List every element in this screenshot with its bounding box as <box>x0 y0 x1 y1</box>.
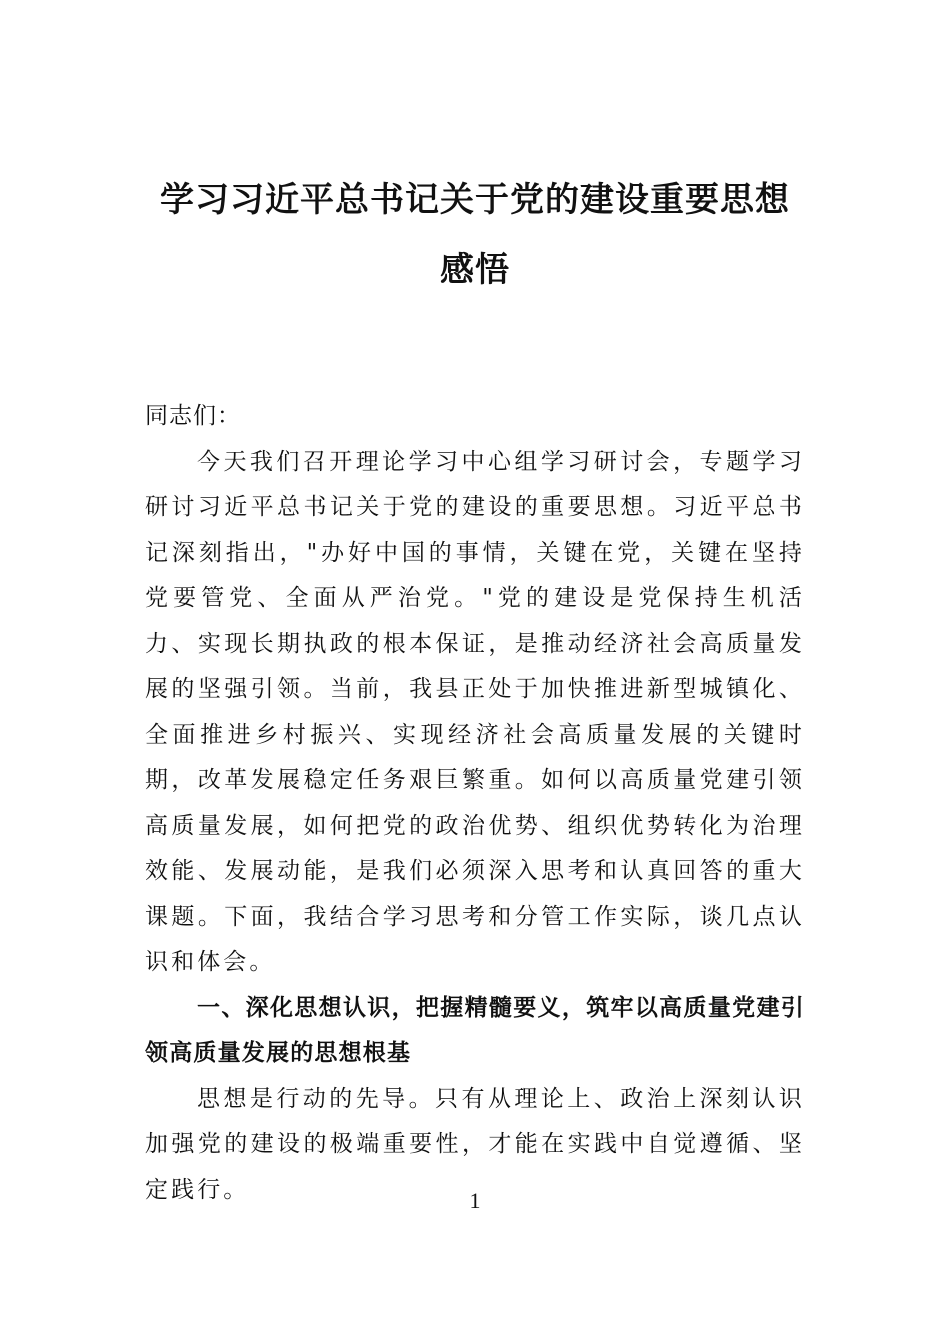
section-heading: 一、深化思想认识，把握精髓要义，筑牢以高质量党建引领高质量发展的思想根基 <box>145 994 805 1066</box>
section-paragraph: 思想是行动的先导。只有从理论上、政治上深刻认识加强党的建设的极端重要性，才能在实践中自觉遵循、坚定践行。 <box>145 1085 805 1203</box>
intro-paragraph: 今天我们召开理论学习中心组学习研讨会，专题学习研讨习近平总书记关于党的建设的重要思想。习近平总书记深刻指出，"办好中国的事情，关键在党，关键在坚持党要管党、全面从严治党。"党的建设是党保持生机活力、实现长期执政的根本保证，是推动经济社会高质量发展的坚强引领。当前，我县正处于加快推进新型城镇化、全面推进乡村振兴、实现经济社会高质量发展的关键时期，改革发展稳定任务艰巨繁重。如何以高质量党建引领高质量发展，如何把党的政治优势、组织优势转化为治理效能、发展动能，是我们必须深入思考和认真回答的重大课题。下面，我结合学习思考和分管工作实际，谈几点认识和体会。 <box>145 448 805 975</box>
document-title: 学习习近平总书记关于党的建设重要思想感悟 <box>160 180 790 290</box>
document-body <box>145 394 805 1213</box>
salutation: 同志们： <box>145 403 241 429</box>
page-number: 1 <box>469 1188 481 1213</box>
